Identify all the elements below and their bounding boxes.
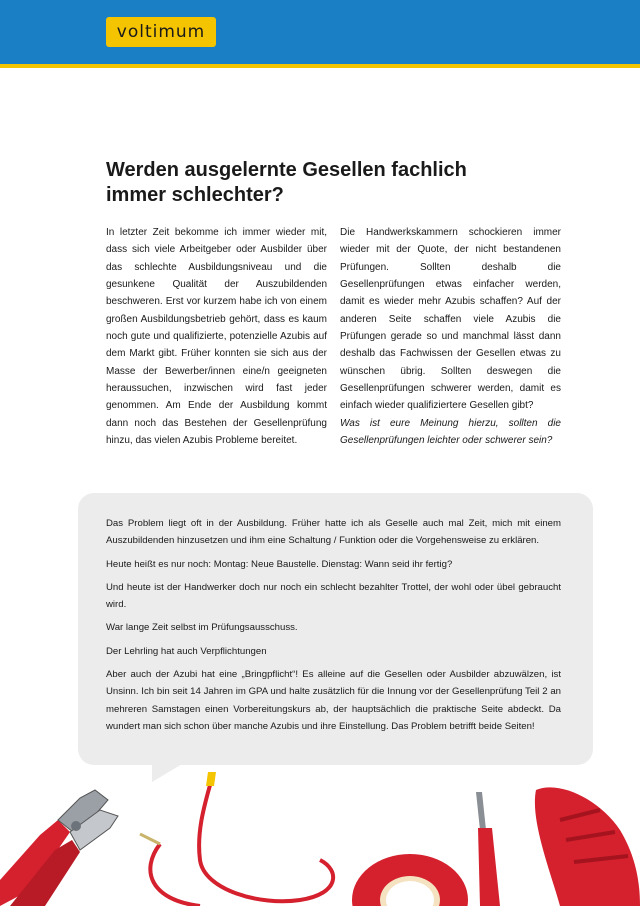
comment-paragraph-5: Der Lehrling hat auch Verpflichtungen	[106, 645, 267, 657]
question-text: Was ist eure Meinung hierzu, sollten die Gesellenprüfungen leichter oder schwerer sein?	[340, 417, 561, 447]
comment-paragraph-3: Und heute ist der Handwerker doch nur noch ein schlecht bezahlter Trottel, der wohl oder übel gebraucht wird.	[106, 581, 561, 611]
article-column-left	[106, 224, 327, 449]
article-column-right	[340, 224, 561, 449]
comment-paragraph-1: Das Problem liegt oft in der Ausbildung. Früher hatte ich als Geselle auch mal Zeit, mich mit einem Auszubildenden hinzusetzen und ihm eine Schaltung / Funktion oder die Vorgehensweise zu erklären.	[106, 518, 561, 547]
header-stripe	[0, 64, 640, 68]
title-line-2: immer schlechter?	[106, 184, 284, 206]
voltimum-logo[interactable]: voltimum	[106, 17, 216, 47]
header-bar	[0, 0, 640, 64]
electrician-tools-illustration	[0, 760, 640, 906]
comment-paragraph-2: Heute heißt es nur noch: Montag: Neue Baustelle. Dienstag: Wann seid ihr fertig?	[106, 558, 453, 570]
article-title	[106, 158, 546, 208]
comment-paragraph-4: War lange Zeit selbst im Prüfungsausschuss.	[106, 622, 298, 634]
left-paragraph: In letzter Zeit bekomme ich immer wieder mit, dass sich viele Arbeitgeber oder Ausbilder über das schlechte Ausbildungsniveau und die gesunkene Qualität der Auszubildenden beschweren. Erst vor kurzem habe ich von einem großen Ausbildungsbetrieb gehört, dass es kaum noch gute und qualifizierte, potenzielle Azubis auf dem Markt gibt. Früher konnten sie sich aus der Masse der Bewerber/innen eine/n geeigneten heraussuchen, inzwischen wird fast jeder genommen. Am Ende der Ausbildung kommt dann noch das Bestehen der Gesellenprüfung hinzu, das vielen Azubis Probleme bereitet.	[106, 227, 327, 447]
comment-text	[106, 515, 561, 741]
red-cable-icon	[140, 772, 333, 906]
screwdriver-small-icon	[476, 792, 500, 906]
right-paragraph: Die Handwerkskammern schockieren immer wieder mit der Quote, der nicht bestandenen Prüfungen. Sollten deshalb die Gesellenprüfungen etwas einfacher werden, damit es wieder mehr Azubis schaffen? Auf der anderen Seite schaffen viele Azubis die Prüfungen gerade so und manchmal lässt dann deshalb das Fachwissen der Gesellen etwas zu wünschen übrig. Sollten deswegen die Gesellenprüfungen schwerer werden, damit es einfach wieder qualifiziertere Gesellen gibt?	[340, 227, 561, 412]
title-line-1: Werden ausgelernte Gesellen fachlich	[106, 159, 467, 181]
pliers-icon	[0, 790, 118, 906]
screwdriver-large-icon	[535, 787, 640, 906]
comment-paragraph-6: Aber auch der Azubi hat eine „Bringpflicht“! Es alleine auf die Gesellen oder Ausbilder abzuwälzen, ist Unsinn. Ich bin seit 14 Jahren im GPA und halte zusätzlich für die Innung vor der Gesellenprüfung Teil 2 an mehreren Samstagen einen Vorbereitungskurs ab, der hauptsächlich die praktische Seite abdeckt. Da wundert man sich schon über manche Azubis und ihre Einstellung. Das Problem betrifft beide Seiten!	[106, 669, 561, 732]
insulating-tape-icon	[352, 854, 468, 906]
